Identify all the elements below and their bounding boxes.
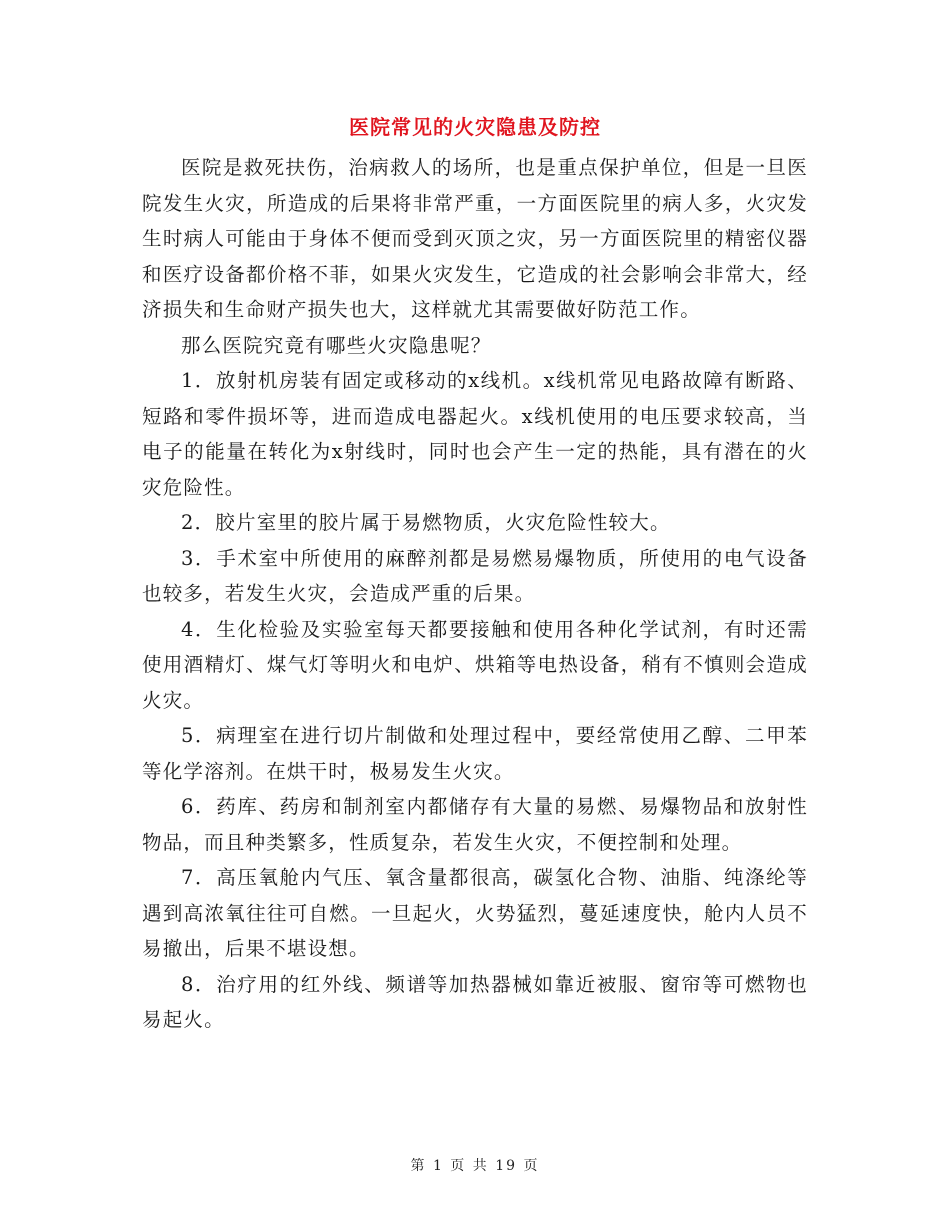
paragraph-item-6: 6．药库、药房和制剂室内都储存有大量的易燃、易爆物品和放射性物品，而且种类繁多，性质复杂，若发生火灾，不便控制和处理。 [142,795,808,854]
paragraph-item-2: 2．胶片室里的胶片属于易燃物质，火灾危险性较大。 [181,511,671,534]
document-body [142,150,808,1038]
paragraph-question: 那么医院究竟有哪些火灾隐患呢？ [181,333,492,357]
paragraph-item-3: 3．手术室中所使用的麻醉剂都是易燃易爆物质，所使用的电气设备也较多，若发生火灾，会造成严重的后果。 [142,546,808,605]
paragraph-item-8: 8．治疗用的红外线、频谱等加热器械如靠近被服、窗帘等可燃物也易起火。 [142,972,808,1031]
paragraph-item-5: 5．病理室在进行切片制做和处理过程中，要经常使用乙醇、二甲苯等化学溶剂。在烘干时，极易发生火灾。 [142,724,808,783]
paragraph-item-7: 7．高压氧舱内气压、氧含量都很高，碳氢化合物、油脂、纯涤纶等遇到高浓氧往往可自燃。一旦起火，火势猛烈，蔓延速度快，舱内人员不易撤出，后果不堪设想。 [142,866,808,960]
paragraph-intro: 医院是救死扶伤，治病救人的场所，也是重点保护单位，但是一旦医院发生火灾，所造成的后果将非常严重，一方面医院里的病人多，火灾发生时病人可能由于身体不便而受到灭顶之灾，另一方面医院里的精密仪器和医疗设备都价格不菲，如果火灾发生，它造成的社会影响会非常大，经济损失和生命财产损失也大，这样就尤其需要做好防范工作。 [142,156,808,321]
page-number-footer: 第 1 页 共 19 页 [410,1158,540,1174]
paragraph-item-4: 4．生化检验及实验室每天都要接触和使用各种化学试剂，有时还需使用酒精灯、煤气灯等明火和电炉、烘箱等电热设备，稍有不慎则会造成火灾。 [142,617,808,712]
document-title: 医院常见的火灾隐患及防控 [349,115,601,139]
paragraph-item-1: 1．放射机房装有固定或移动的x线机。x线机常见电路故障有断路、短路和零件损坏等，进而造成电器起火。x线机使用的电压要求较高，当电子的能量在转化为x射线时，同时也会产生一定的热能，具有潜在的火灾危险性。 [142,369,808,499]
